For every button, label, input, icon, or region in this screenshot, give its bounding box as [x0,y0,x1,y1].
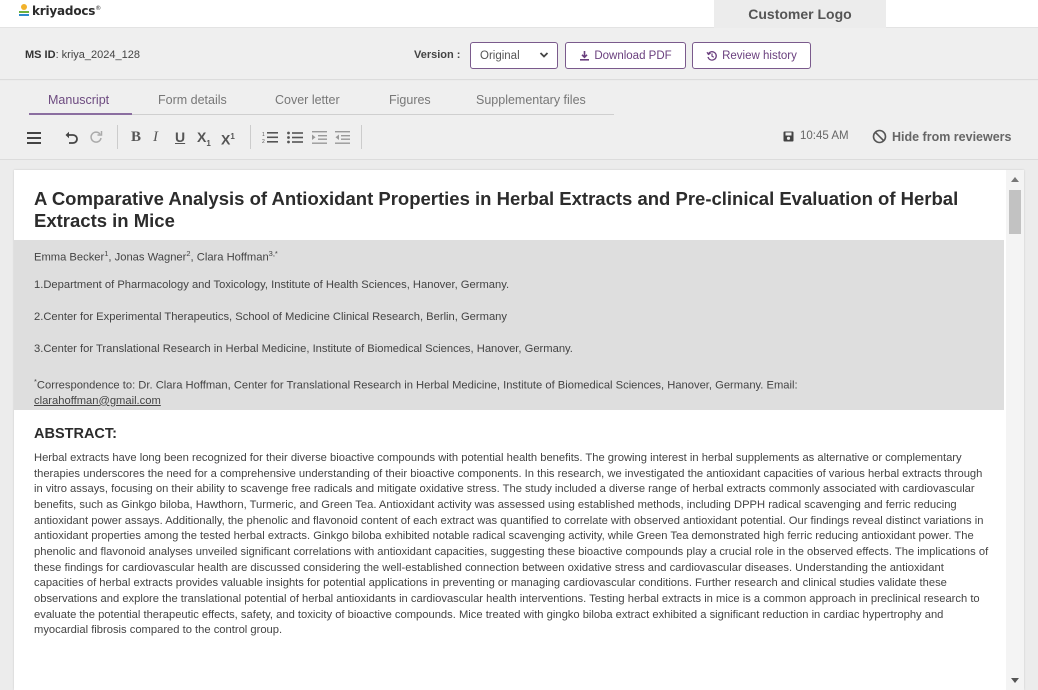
tab-supplementary-files[interactable]: Supplementary files [476,93,586,107]
review-history-button[interactable] [692,42,811,69]
underline-icon[interactable]: U [175,129,186,145]
scrollbar-thumb[interactable] [1009,190,1021,234]
authors-affiliations-block [14,240,1004,410]
scroll-down-arrow-icon[interactable] [1011,678,1019,683]
block-icon [872,129,887,144]
version-select[interactable] [470,42,558,69]
bullet-list-icon[interactable] [287,131,303,144]
toolbar-separator [117,125,118,149]
manuscript-editor[interactable] [14,170,1024,690]
document-tabs [0,81,1038,115]
toolbar-separator [250,125,251,149]
subscript-icon[interactable]: $X_1$ [197,129,211,148]
editor-toolbar [0,115,1038,160]
hide-from-reviewers-label: Hide from reviewers [892,129,1012,144]
abstract-heading: ABSTRACT: [34,426,117,442]
logo-text: kriyadocs® [32,4,102,18]
article-title: A Comparative Analysis of Antioxidant Properties in Herbal Extracts and Pre-clinical Evaluation of Herbal Extracts in Mice [34,188,959,231]
manuscript-info-bar [0,28,1038,80]
affiliation-1: 1.Department of Pharmacology and Toxicology, Institute of Health Sciences, Hanover, Germany. [34,279,510,291]
tab-figures[interactable]: Figures [389,93,431,107]
scroll-up-arrow-icon[interactable] [1011,177,1019,182]
chevron-down-icon [539,50,549,60]
tab-form-details[interactable]: Form details [158,93,227,107]
save-time: 10:45 AM [800,130,849,142]
svg-text:2: 2 [262,139,265,144]
menu-icon[interactable] [27,132,41,144]
author-name: Clara Hoffman [196,251,269,264]
toolbar-separator [361,125,362,149]
undo-icon[interactable] [64,130,79,145]
version-selected-value: Original [480,49,520,62]
redo-icon[interactable] [89,130,103,144]
affiliation-3: 3.Center for Translational Research in Herbal Medicine, Institute of Biomedical Sciences, Hanover, Germany. [34,343,573,355]
author-name: Jonas Wagner [114,251,187,264]
bold-icon[interactable]: B [131,129,142,145]
italic-icon[interactable]: I [153,129,158,145]
affiliation-2: 2.Center for Experimental Therapeutics, School of Medicine Clinical Research, Berlin, Germany [34,311,507,323]
correspondence-email-link[interactable]: clarahoffman@gmail.com [34,394,161,407]
superscript-icon[interactable]: $X^1$ [221,131,235,148]
document-scrollbar[interactable] [1006,170,1024,690]
version-label: Version : [414,49,461,61]
download-pdf-button[interactable] [565,42,686,69]
kriyadocs-logo-icon [18,4,30,18]
customer-logo: Customer Logo [714,0,886,28]
author-list: Emma Becker$^1$, Jonas Wagner$^2$, Clara Hoffman$^{3,*}$ [34,249,278,264]
ms-id: MS ID: kriya_2024_128 [25,49,140,61]
review-history-label: Review history [722,49,797,62]
kriyadocs-logo[interactable] [18,4,101,18]
outdent-icon[interactable] [335,131,350,144]
save-icon [783,131,794,142]
numbered-list-icon[interactable] [262,131,278,144]
tab-manuscript[interactable]: Manuscript [48,93,110,107]
author-name: Emma Becker [34,251,105,264]
correspondence: *Correspondence to: Dr. Clara Hoffman, Center for Translational Research in Herbal Medicine, Institute of Biomedical Sciences, Hanover, Germany. Email: clarahoffman@gmail.com [34,377,798,407]
history-icon [706,50,718,62]
download-icon [579,50,590,61]
tab-cover-letter[interactable]: Cover letter [275,93,340,107]
indent-icon[interactable] [312,131,327,144]
hide-from-reviewers-button[interactable] [872,129,1012,144]
save-status [783,130,849,142]
abstract-text: Herbal extracts have long been recognized for their diverse bioactive compounds with potential health benefits. The growing interest in herbal supplements as alternative or complementary therapies underscores the need for a comprehensive understanding of their bioactive components. In this research, we investigated the antioxidant capacities of various herbal extracts through in vitro assays, focusing on their ability to scavenge free radicals and mitigate oxidative stress. The study included a diverse range of herbal extracts commonly associated with cardiovascular benefits, such as Ginkgo biloba, Hawthorn, Turmeric, and Green Tea. Antioxidant activity was assessed using established methods, including DPPH radical scavenging and ferric reducing antioxidant power assays. Additionally, the phenolic and flavonoid content of each extract was quantified to correlate with observed antioxidant potential. Our findings reveal distinct variations in antioxidant properties among the tested herbal extracts. Ginkgo biloba exhibited notable radical scavenging activity, while Green Tea demonstrated high ferric reducing antioxidant power. The phenolic and flavonoid analyses unveiled significant correlations with antioxidant capacities, suggesting these bioactive compounds play a crucial role in the observed effects. The implications of these findings for cardiovascular health are discussed considering the well-established connection between oxidative stress and cardiovascular diseases. Understanding the antioxidant capacities of herbal extracts provides valuable insights for potential applications in preventing or managing cardiovascular conditions. Further research and clinical studies validate these observations and explore the translational potential of herbal antioxidants in cardiovascular health interventions. Testing herbal extracts in mice is a common approach in preclinical research to evaluate the potential therapeutic effects, safety, and toxicity of bioactive compounds. Mice treated with gingko biloba extract exhibited a significant reduction in cardiac hypertrophy and myocardial fibrosis compared to the control group. [34,452,989,637]
top-bar [0,0,1038,28]
download-pdf-label: Download PDF [594,49,672,62]
svg-text:1: 1 [262,132,265,138]
